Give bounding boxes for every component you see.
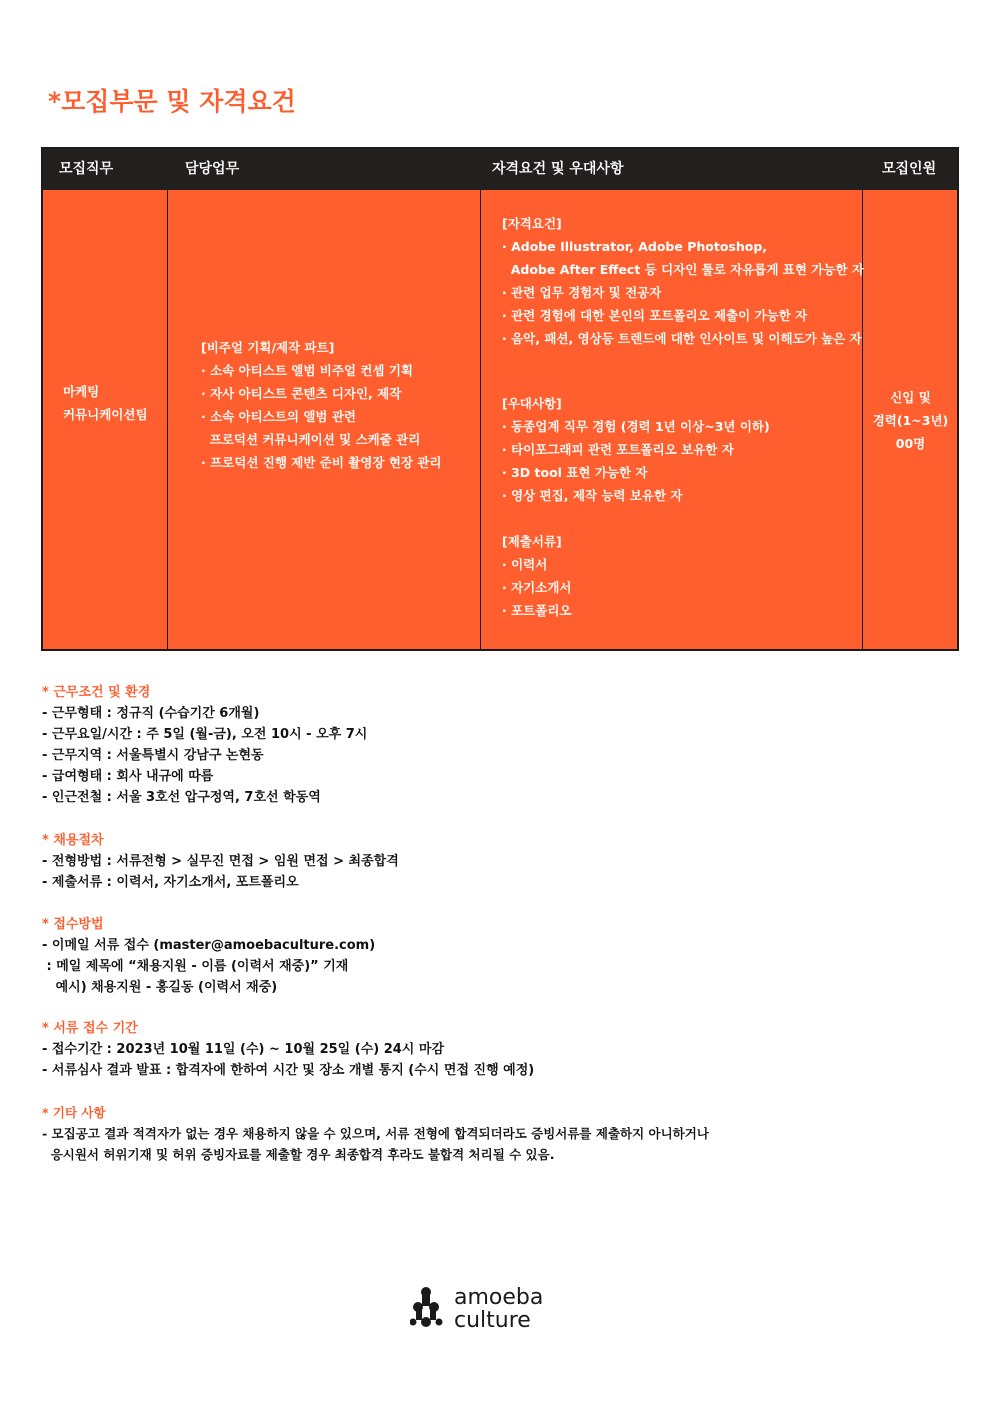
- column-divider: [167, 190, 168, 649]
- header-headcount: 모집인원: [882, 161, 937, 177]
- section-application-method: * 접수방법 - 이메일 서류 접수 (master@amoebaculture.com) : 메일 제목에 “채용지원 - 이름 (이력서 재중)” 기재 예시) 채용지원 - 홍길동 (이력서 재중): [42, 917, 376, 995]
- section-other-notes: * 기타 사항 - 모집공고 결과 적격자가 없는 경우 채용하지 않을 수 있으며, 서류 전형에 합격되더라도 증빙서류를 제출하지 아니하거나 응시원서 허위기재 및 허위 증빙자료를 제출할 경우 최종합격 후라도 불합격 처리될 수 있음.: [42, 1105, 709, 1162]
- recruitment-table: [41, 147, 959, 651]
- header-requirements: 자격요건 및 우대사항: [492, 161, 624, 177]
- section-application-period: * 서류 접수 기간 - 접수기간 : 2023년 10월 11일 (수) ~ 10월 25일 (수) 24시 마감 - 서류심사 결과 발표 : 합격자에 한하여 시간 및 장소 개별 통지 (수시 면접 진행 예정): [42, 1021, 535, 1078]
- section-title: * 채용절차: [42, 833, 104, 848]
- section-title: * 근무조건 및 환경: [42, 685, 151, 700]
- svg-text:amoeba: amoeba: [454, 1285, 544, 1310]
- header-duties: 담당업무: [185, 161, 240, 177]
- section-hiring-process: * 채용절차 - 전형방법 : 서류전형 > 실무진 면접 > 임원 면접 > 최종합격 - 제출서류 : 이력서, 자기소개서, 포트폴리오: [42, 833, 399, 890]
- column-divider: [480, 190, 481, 649]
- section-title: * 기타 사항: [42, 1105, 106, 1120]
- requirements-list: [자격요건] · Adobe Illustrator, Adobe Photoshop, Adobe After Effect 등 디자인 툴로 자유롭게 표현 가능한 자 · 관련 업무 경험자 및 전공자 · 관련 경험에 대한 본인의 포트폴리오 제출이 가능한 자 · 음악, 패션, 영상등 트렌드에 대한 인사이트 및 이해도가 높은 자: [502, 216, 864, 346]
- header-job: 모집직무: [59, 161, 114, 177]
- documents-list: [제출서류] · 이력서 · 자기소개서 · 포트폴리오: [502, 534, 572, 618]
- section-work-conditions: * 근무조건 및 환경 - 근무형태 : 정규직 (수습기간 6개월) - 근무요일/시간 : 주 5일 (월-금), 오전 10시 - 오후 7시 - 근무지역 : 서울특별시 강남구 논현동 - 급여형태 : 회사 내규에 따름 - 인근전철 : 서울 3호선 압구정역, 7호선 학동역: [42, 685, 368, 805]
- page-title: *모집부문 및 자격요건: [48, 87, 296, 116]
- amoeba-mark-icon: [410, 1282, 570, 1332]
- svg-text:culture: culture: [454, 1308, 531, 1332]
- section-title: * 서류 접수 기간: [42, 1021, 138, 1036]
- headcount: 신입 및 경력(1~3년) 00명: [872, 390, 949, 451]
- table-header: [43, 149, 957, 190]
- duties-list: [비주얼 기획/제작 파트] · 소속 아티스트 앨범 비주얼 컨셉 기획 · 자사 아티스트 콘텐츠 디자인, 제작 · 소속 아티스트의 앨범 관련 프로덕션 커뮤니케이션 및 스케줄 관리 · 프로덕션 진행 제반 준비 촬영장 현장 관리: [201, 340, 442, 470]
- amoeba-culture-logo: [410, 1282, 570, 1332]
- table-body: [43, 190, 957, 649]
- preferences-list: [우대사항] · 동종업계 직무 경험 (경력 1년 이상~3년 이하) · 타이포그래피 관련 포트폴리오 보유한 자 · 3D tool 표현 가능한 자 · 영상 편집, 제작 능력 보유한 자: [502, 396, 770, 503]
- section-title: * 접수방법: [42, 917, 104, 932]
- job-title: 마케팅 커뮤니케이션팀: [63, 384, 148, 422]
